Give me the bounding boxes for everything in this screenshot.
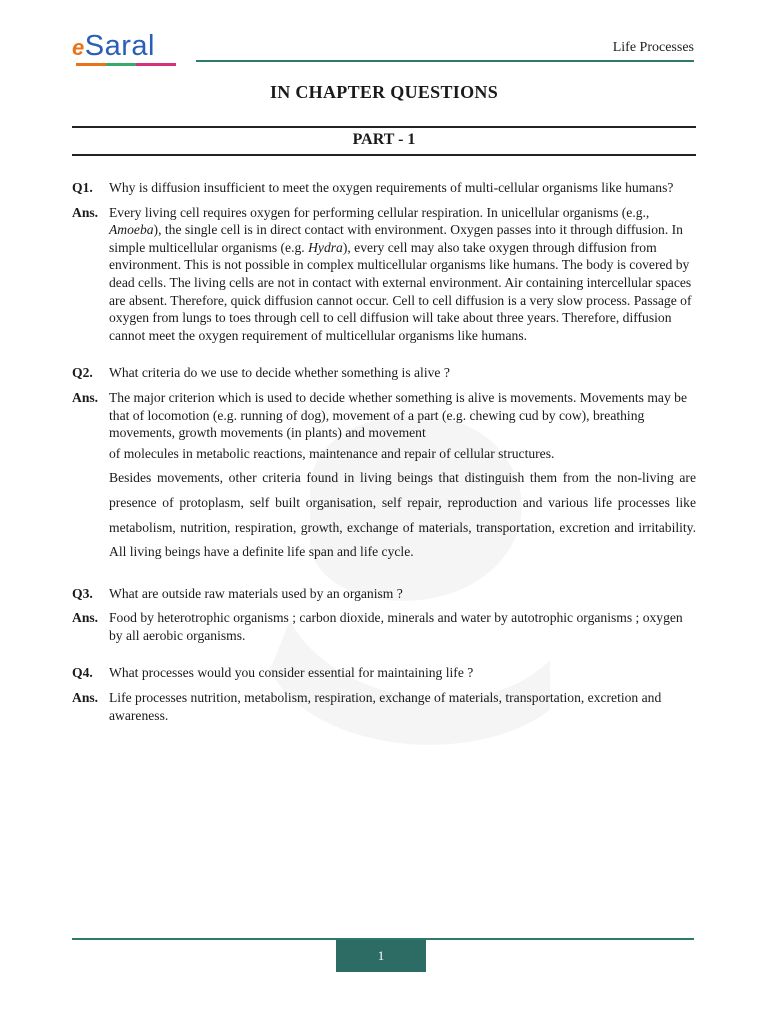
answer-label: Ans. [72,204,99,220]
part-heading: PART - 1 [352,131,416,148]
logo-underline [76,63,176,66]
question-2 [72,364,696,382]
answer-label: Ans. [72,690,99,706]
answer-segment: ), every cell may also take oxygen through diffusion from environment. This is not possible in complex multicellular organisms like humans. The body is covered by dead cells. The living cells are not in contact with external environment. Air containing intercellular spaces are absent. Therefore, quick diffusion cannot occur. Cell to cell diffusion is a very slow process. Passage of oxygen from lungs to toes through cell to cell diffusion will take about three years. Therefore, diffusion cannot meet the oxygen requirement of multicellular organisms like humans. [109,239,692,343]
answer-text [109,204,696,345]
header-divider [196,60,694,62]
question-label: Q1. [72,180,93,195]
answer-paragraph: Besides movements, other criteria found in living beings that distinguish them from the non-living are presence of protoplasm, self built organisation, self repair, reproduction and various life processes like metabolism, nutrition, respiration, growth, exchange of materials, transportation, excretion and irritability. All living beings have a definite life span and life cycle. [109,470,696,560]
esaral-logo [72,30,155,66]
answer-segment: ), the single cell is in direct contact with environment. Oxygen passes into it through diffusion. In simple multicellular organisms (e.g. [109,222,683,255]
answer-text: Life processes nutrition, metabolism, respiration, exchange of materials, transportation, excretion and awareness. [109,690,662,723]
part-rule-top [72,126,696,128]
answer-4 [72,689,696,724]
logo-text: Saral [84,30,155,62]
answer-text [109,389,696,565]
answer-3 [72,609,696,644]
answer-italic-term: Amoeba [109,222,154,238]
qa-content [72,179,696,744]
question-4 [72,664,696,682]
part-rule-bottom [72,154,696,156]
question-text: What processes would you consider essential for maintaining life ? [109,665,474,681]
answer-italic-term: Hydra [308,239,343,255]
logo-mark: e [72,35,85,60]
answer-paragraph-end: of molecules in metabolic reactions, maintenance and repair of cellular structures. [109,445,555,461]
question-label: Q3. [72,585,93,601]
answer-label: Ans. [72,389,99,405]
page-title: IN CHAPTER QUESTIONS [269,82,499,102]
answer-label: Ans. [72,610,99,626]
question-3 [72,585,696,603]
answer-1 [72,204,696,345]
question-text: What criteria do we use to decide whether something is alive ? [109,365,450,381]
question-text: Why is diffusion insufficient to meet the oxygen requirements of multi-cellular organisms like humans? [109,180,674,195]
question-text: What are outside raw materials used by an organism ? [109,585,403,601]
section-title: Life Processes [612,40,694,55]
question-label: Q2. [72,365,93,381]
answer-segment: Every living cell requires oxygen for performing cellular respiration. In unicellular organisms (e.g., [109,204,650,220]
answer-2 [72,389,696,565]
question-label: Q4. [72,665,93,681]
answer-paragraph: The major criterion which is used to decide whether something is alive is movements. Movements may be that of locomotion (e.g. running of dog), movement of a part (e.g. chewing cud by cow), breathing movements, growth movements (in plants) and movement [109,389,687,441]
answer-text: Food by heterotrophic organisms ; carbon dioxide, minerals and water by autotrophic organisms ; oxygen by all aerobic organisms. [109,610,683,643]
question-1 [72,179,696,197]
page-number: 1 [336,940,426,972]
